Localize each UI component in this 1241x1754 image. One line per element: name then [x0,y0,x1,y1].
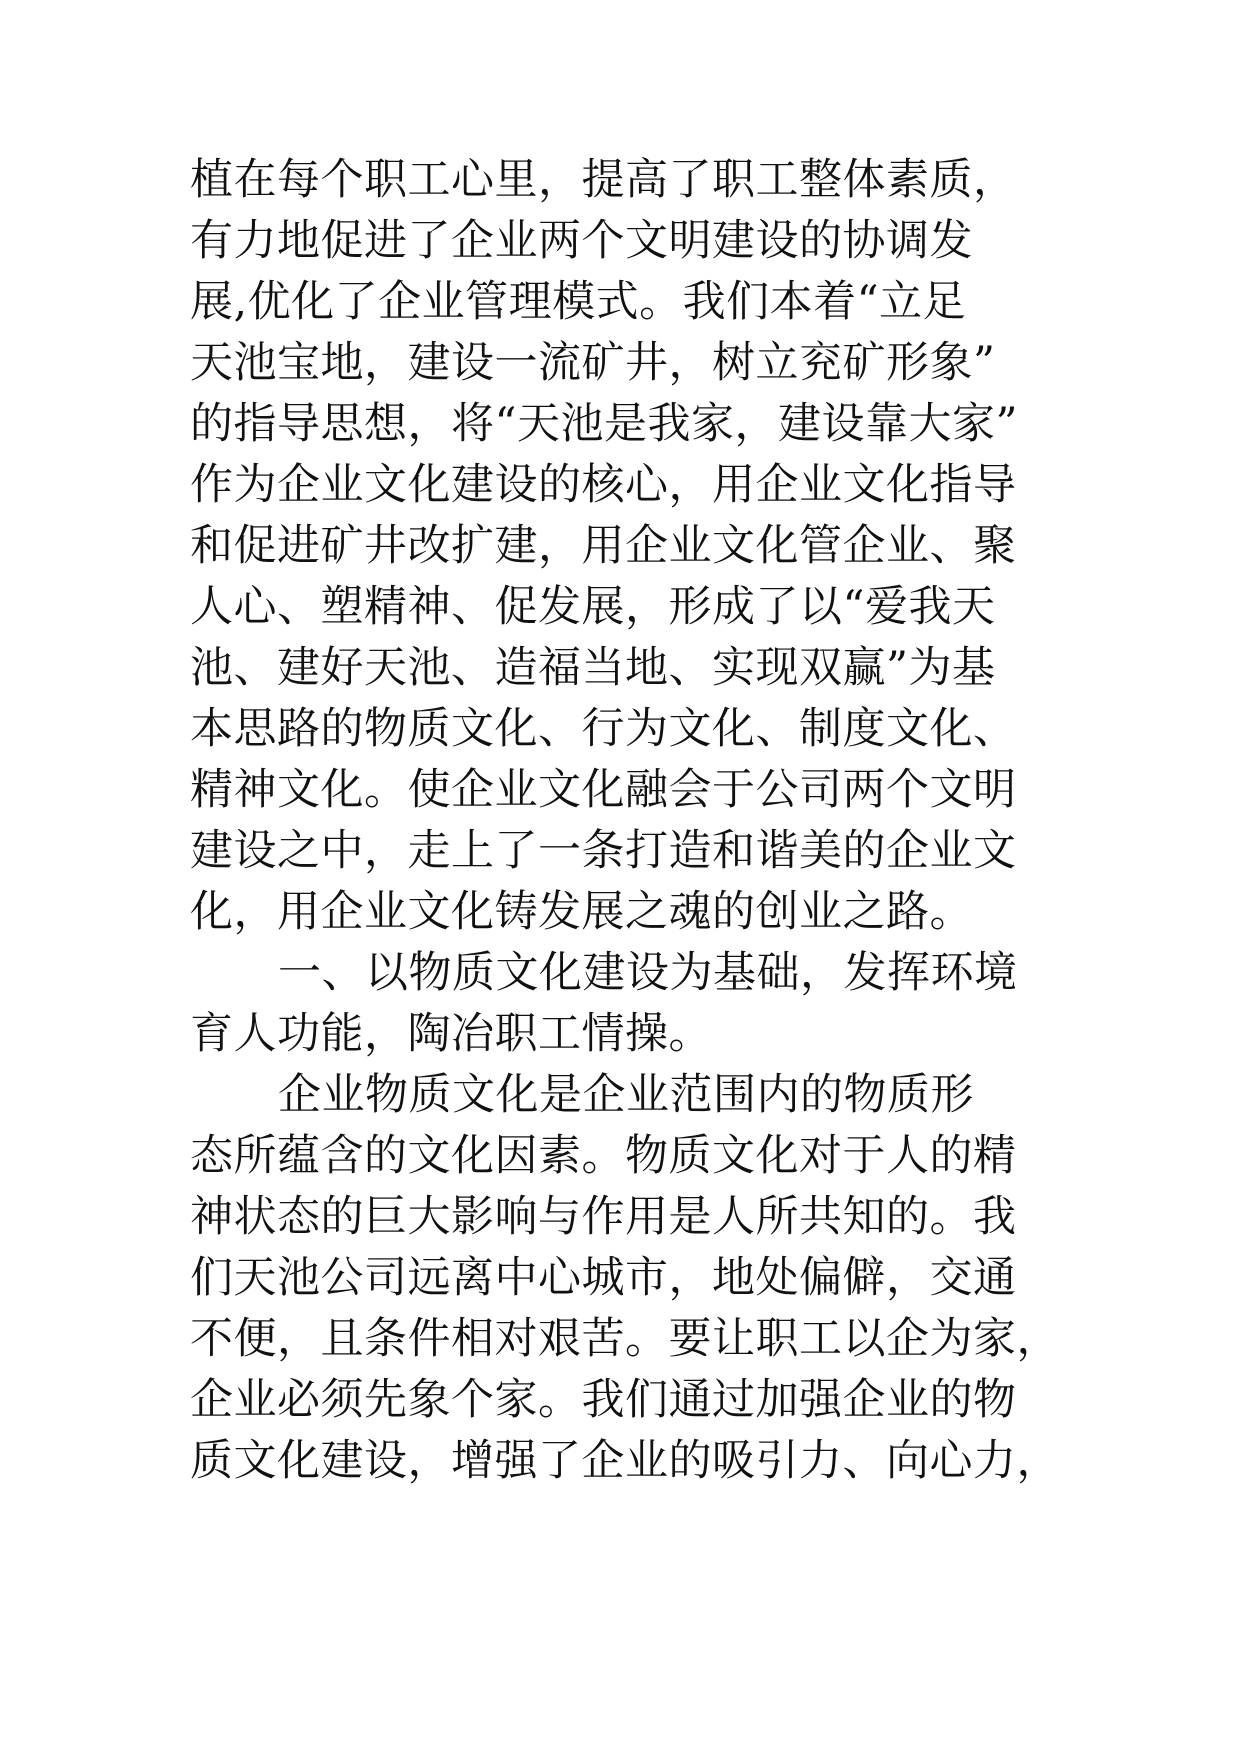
text-line: 的指导思想，将“天池是我家，建设靠大家” [190,399,1018,449]
section-heading-line: 一、以物质文化建设为基础，发挥环境 [278,948,1018,998]
text-line: 不便，且条件相对艰苦。要让职工以企为家， [190,1314,1060,1364]
text-line: 池、建好天池、造福当地、实现双赢”为基 [190,643,996,693]
text-line: 作为企业文化建设的核心，用企业文化指导 [190,460,1017,510]
text-line: 植在每个职工心里，提高了职工整体素质， [190,155,1017,205]
text-line: 建设之中，走上了一条打造和谐美的企业文 [190,826,1017,876]
text-line: 化，用企业文化铸发展之魂的创业之路。 [190,887,973,937]
text-line: 展,优化了企业管理模式。我们本着“立足 [190,277,967,327]
text-line: 神状态的巨大影响与作用是人所共知的。我 [190,1192,1017,1242]
paragraph-first-line: 企业物质文化是企业范围内的物质形 [278,1070,974,1120]
text-line: 们天池公司远离中心城市，地处偏僻，交通 [190,1253,1017,1303]
text-line: 精神文化。使企业文化融会于公司两个文明 [190,765,1017,815]
section-heading-line: 育人功能，陶冶职工情操。 [190,1009,712,1059]
text-line: 人心、塑精神、促发展，形成了以“爱我天 [190,582,996,632]
body-text [190,150,1090,1492]
text-line: 和促进矿井改扩建，用企业文化管企业、聚 [190,521,1017,571]
text-line: 有力地促进了企业两个文明建设的协调发 [190,216,973,266]
text-line: 质文化建设，增强了企业的吸引力、向心力， [190,1436,1060,1486]
text-line: 天池宝地，建设一流矿井，树立兖矿形象” [190,338,996,388]
text-line: 本思路的物质文化、行为文化、制度文化、 [190,704,1017,754]
text-line: 企业必须先象个家。我们通过加强企业的物 [190,1375,1017,1425]
text-line: 态所蕴含的文化因素。物质文化对于人的精 [190,1131,1017,1181]
